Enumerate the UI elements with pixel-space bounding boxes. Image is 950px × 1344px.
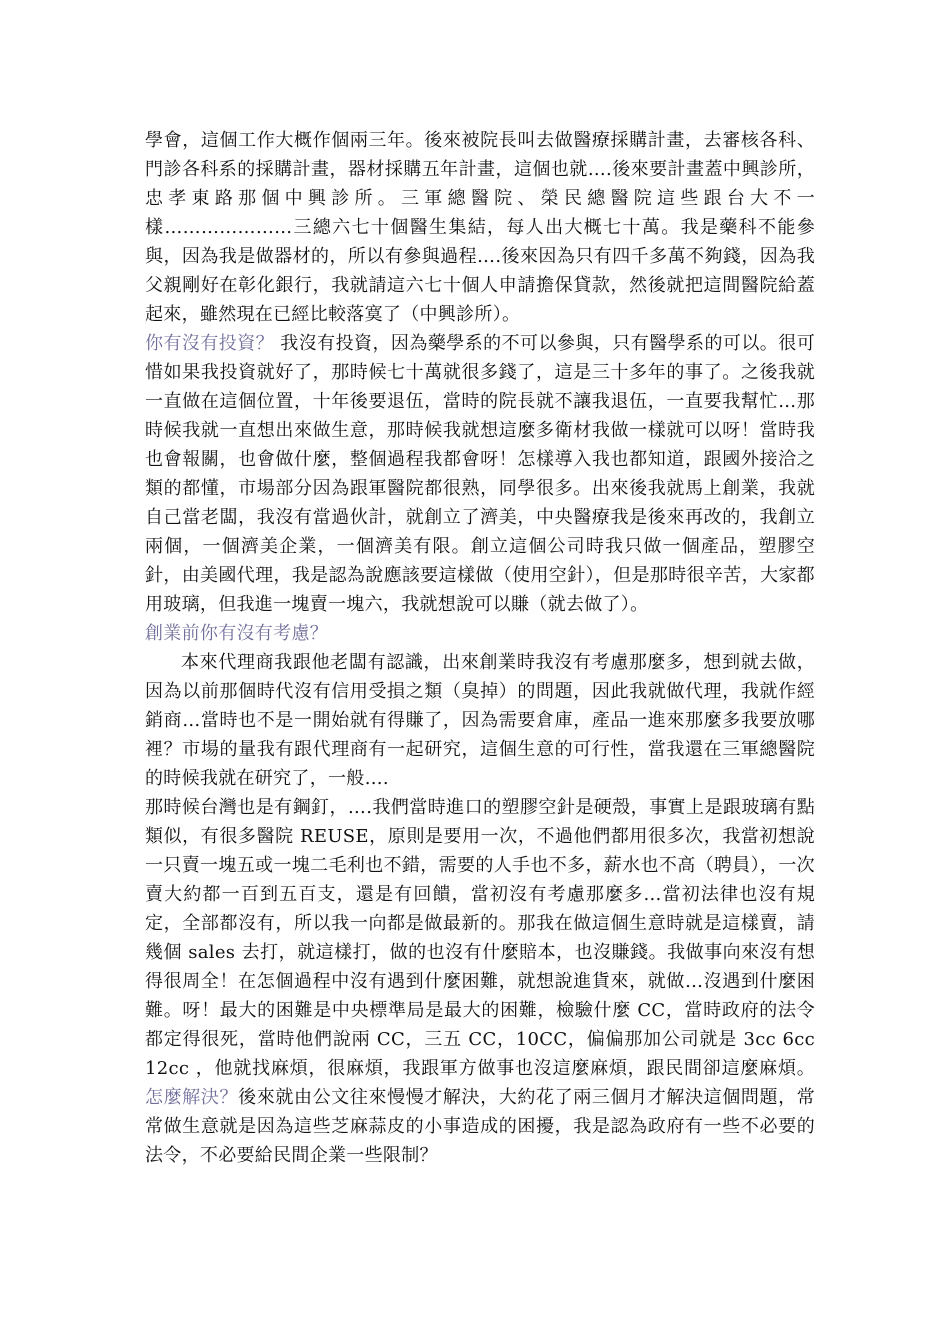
- interviewer-question: 創業前你有沒有考慮？: [145, 623, 328, 644]
- interviewer-question: 怎麼解決？: [145, 1087, 239, 1108]
- paragraph-difficulties: [145, 793, 815, 1170]
- paragraph-startup-question: [145, 619, 815, 648]
- paragraph-startup-answer: [145, 648, 815, 793]
- paragraph-hospital-history: [145, 126, 815, 329]
- interviewer-question: 你有沒有投資？: [145, 333, 275, 354]
- document-body: [145, 126, 815, 1170]
- paragraph-text-tail: 後來就由公文往來慢慢才解決，大約花了兩三個月才解決這個問題，常常做生意就是因為這些芝麻蒜皮的小事造成的困擾，我是認為政府有一些不必要的法令，不必要給民間企業一些限制？: [145, 1087, 816, 1166]
- paragraph-text: 我沒有投資，因為藥學系的不可以參與，只有醫學系的可以。很可惜如果我投資就好了，那時候七十萬就很多錢了，這是三十多年的事了。之後我就一直做在這個位置，十年後要退伍，當時的院長就不讓我退伍，一直要我幫忙…那時候我就一直想出來做生意，那時候我就想這麼多衛材我做一樣就可以呀！當時我也會報關，也會做什麼，整個過程我都會呀！怎樣導入我也都知道，跟國外接洽之類的都懂，市場部分因為跟軍醫院都很熟，同學很多。出來後我就馬上創業，我就自己當老闆，我沒有當過伙計，就創立了濟美，中央醫療我是後來再改的，我創立兩個，一個濟美企業，一個濟美有限。創立這個公司時我只做一個產品，塑膠空針，由美國代理，我是認為說應該要這樣做（使用空針），但是那時很辛苦，大家都用玻璃，但我進一塊賣一塊六，我就想說可以賺（就去做了）。: [145, 333, 815, 615]
- paragraph-investment: [145, 329, 815, 619]
- paragraph-text: 那時候台灣也是有鋼釘，….我們當時進口的塑膠空針是硬殼，事實上是跟玻璃有點類似，有很多醫院 REUSE，原則是要用一次，不過他們都用很多次，我當初想說一只賣一塊五或一塊二毛利也不錯，需要的人手也不多，薪水也不高（聘員），一次賣大約都一百到五百支，還是有回饋，當初沒有考慮那麼多…當初法律也沒有規定，全部都沒有，所以我一向都是做最新的。那我在做這個生意時就是這樣賣，請幾個 sales 去打，就這樣打，做的也沒有什麼賠本，也沒賺錢。我做事向來沒有想得很周全！在怎個過程中沒有遇到什麼困難，就想說進貨來，就做…沒遇到什麼困難。呀！最大的困難是中央標準局是最大的困難，檢驗什麼 CC，當時政府的法令都定得很死，當時他們說兩 CC，三五 CC，10CC，偏偏那加公司就是 3cc 6cc 12cc ，他就找麻煩，很麻煩，我跟軍方做事也沒這麼麻煩，跟民間卻這麼麻煩。: [145, 797, 815, 1079]
- paragraph-text: 學會，這個工作大概作個兩三年。後來被院長叫去做醫療採購計畫，去審核各科、門診各科系的採購計畫，器材採購五年計畫，這個也就….後來要計畫蓋中興診所，忠孝東路那個中興診所。三軍總醫院、榮民總醫院這些跟台大不一樣…………………三總六七十個醫生集結，每人出大概七十萬。我是藥科不能參與，因為我是做器材的，所以有參與過程….後來因為只有四千多萬不夠錢，因為我父親剛好在彰化銀行，我就請這六七十個人申請擔保貸款，然後就把這間醫院給蓋起來，雖然現在已經比較落寞了（中興診所）。: [145, 130, 815, 325]
- paragraph-text: 本來代理商我跟他老闆有認識，出來創業時我沒有考慮那麼多，想到就去做，因為以前那個時代沒有信用受損之類（臭掉）的問題，因此我就做代理，我就作經銷商…當時也不是一開始就有得賺了，因為需要倉庫，產品一進來那麼多我要放哪裡？市場的量我有跟代理商有一起研究，這個生意的可行性，當我還在三軍總醫院的時候我就在研究了，一般….: [145, 652, 815, 789]
